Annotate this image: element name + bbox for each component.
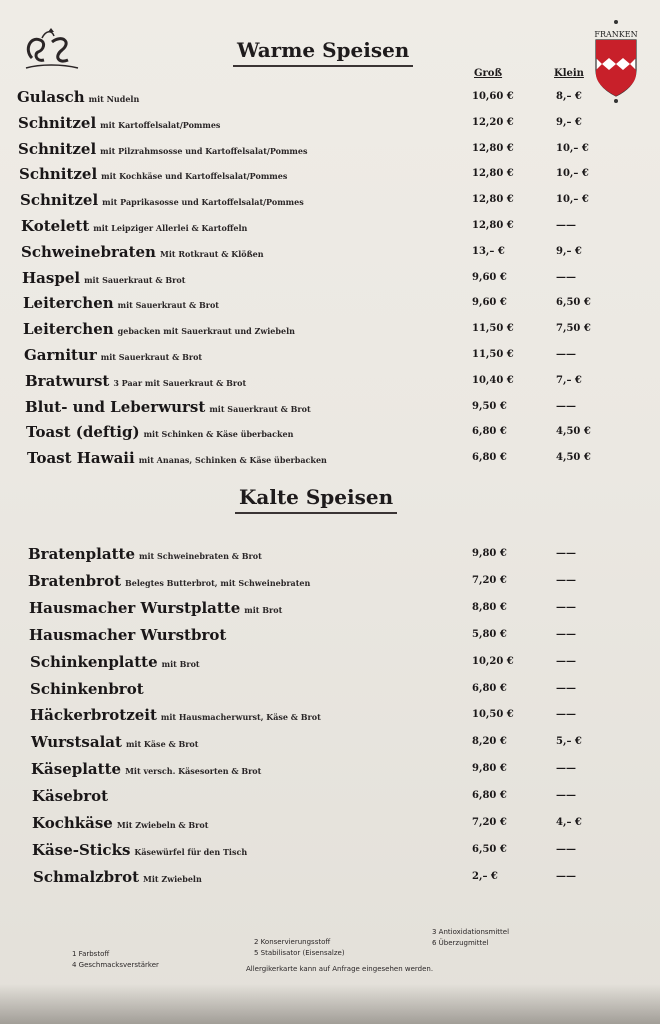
menu-item-price-small: 4,– € xyxy=(556,817,582,828)
menu-item-price-large: 7,20 € xyxy=(472,574,507,586)
menu-item-price-large: 12,80 € xyxy=(472,142,514,154)
menu-item xyxy=(0,320,660,342)
allergen-5: 5 Stabilisator (Eisensalze) xyxy=(254,949,345,957)
menu-item xyxy=(0,217,660,239)
menu-item xyxy=(0,572,660,594)
menu-item-name: Garnitur mit Sauerkraut & Brot xyxy=(24,346,203,364)
menu-item-price-small: 10,– € xyxy=(556,142,589,154)
menu-item-price-small: —— xyxy=(556,682,576,694)
menu-item-description: 3 Paar mit Sauerkraut & Brot xyxy=(113,377,247,388)
menu-item-name: Bratenbrot Belegtes Butterbrot, mit Schweinebraten xyxy=(28,571,311,590)
menu-item xyxy=(0,191,660,213)
menu-item-description: mit Kartoffelsalat/Pommes xyxy=(100,119,221,130)
menu-item-price-large: 12,80 € xyxy=(472,220,514,231)
warm-dishes-heading: Warme Speisen xyxy=(237,38,410,62)
menu-item xyxy=(0,165,660,187)
menu-item-price-small: —— xyxy=(556,548,576,559)
menu-item-description: Mit Zwiebeln xyxy=(143,873,202,884)
menu-item-description: Mit Zwiebeln & Brot xyxy=(116,820,209,830)
menu-item-description: mit Sauerkraut & Brot xyxy=(84,274,186,285)
menu-item-price-small: 9,– € xyxy=(556,245,582,257)
menu-item-price-large: 9,80 € xyxy=(472,763,507,775)
menu-item-price-small: 5,– € xyxy=(556,736,582,748)
menu-item-description: mit Schweinebraten & Brot xyxy=(139,551,262,561)
menu-item xyxy=(0,372,660,394)
menu-item xyxy=(0,733,660,755)
allergen-4: 4 Geschmacksverstärker xyxy=(72,961,159,969)
menu-item-price-small: 4,50 € xyxy=(556,452,591,464)
column-header-small: Klein xyxy=(554,68,584,79)
menu-item-price-small: —— xyxy=(556,763,576,775)
menu-item-price-large: 6,50 € xyxy=(472,843,507,855)
menu-item-name: Schnitzel mit Kartoffelsalat/Pommes xyxy=(18,113,221,132)
allergen-3: 3 Antioxidationsmittel xyxy=(432,928,510,936)
menu-item-name: Toast (deftig) mit Schinken & Käse überbacken xyxy=(26,423,294,442)
menu-item xyxy=(0,545,660,567)
menu-item-price-small: —— xyxy=(556,601,576,613)
menu-item xyxy=(0,346,660,368)
menu-item-price-large: 10,50 € xyxy=(472,709,514,721)
menu-item-name: Kotelett mit Leipziger Allerlei & Kartoffeln xyxy=(21,217,248,235)
menu-item-price-large: 9,50 € xyxy=(472,400,507,412)
menu-item-name: Haspel mit Sauerkraut & Brot xyxy=(22,268,186,287)
menu-item-name: Leiterchen mit Sauerkraut & Brot xyxy=(23,294,219,313)
menu-item-description: mit Sauerkraut & Brot xyxy=(117,300,219,311)
photo-shadow xyxy=(0,984,660,1024)
menu-item-price-small: —— xyxy=(556,628,576,640)
menu-item-price-small: 7,50 € xyxy=(556,323,591,335)
menu-item-price-large: 12,20 € xyxy=(472,116,514,128)
menu-item xyxy=(0,787,660,809)
menu-item-price-large: 10,60 € xyxy=(472,91,514,102)
menu-item xyxy=(0,269,660,291)
menu-item-name: Bratenplatte mit Schweinebraten & Brot xyxy=(28,545,262,563)
menu-item xyxy=(0,680,660,702)
menu-item-price-small: —— xyxy=(556,400,576,412)
menu-item-name: Toast Hawaii mit Ananas, Schinken & Käse überbacken xyxy=(27,449,327,468)
menu-item-price-small: —— xyxy=(556,870,576,882)
menu-item-price-large: 6,80 € xyxy=(472,426,507,438)
menu-item-price-large: 2,– € xyxy=(472,870,498,882)
menu-item-price-large: 6,80 € xyxy=(472,790,507,802)
menu-item-name: Häckerbrotzeit mit Hausmacherwurst, Käse & Brot xyxy=(30,706,321,725)
menu-item-name: Hausmacher Wurstbrot xyxy=(29,625,227,644)
menu-item-description: mit Ananas, Schinken & Käse überbacken xyxy=(138,455,327,466)
menu-item-name: Schnitzel mit Kochkäse und Kartoffelsalat/Pommes xyxy=(19,165,288,184)
menu-item-description: mit Schinken & Käse überbacken xyxy=(143,429,294,440)
menu-item-price-large: 8,80 € xyxy=(472,601,507,613)
menu-item-name: Schnitzel mit Paprikasosse und Kartoffelsalat/Pommes xyxy=(20,191,304,210)
menu-item-price-small: 10,– € xyxy=(556,168,589,180)
menu-item xyxy=(0,841,660,863)
menu-item xyxy=(0,760,660,782)
menu-item-price-small: —— xyxy=(556,574,576,586)
menu-item-description: gebacken mit Sauerkraut und Zwiebeln xyxy=(117,326,295,337)
menu-item xyxy=(0,706,660,728)
menu-item-name: Käsebrot xyxy=(32,787,109,806)
menu-item-name: Schinkenplatte mit Brot xyxy=(30,652,200,671)
menu-item-price-small: —— xyxy=(556,655,576,667)
menu-item-price-small: 7,– € xyxy=(556,374,582,386)
menu-item xyxy=(0,599,660,621)
allergen-2: 2 Konservierungsstoff xyxy=(254,938,331,946)
menu-item-name: Schinkenbrot xyxy=(30,679,144,698)
menu-item-description: mit Brot xyxy=(244,604,283,615)
menu-item xyxy=(0,653,660,675)
menu-item-name: Käseplatte Mit versch. Käsesorten & Brot xyxy=(31,760,262,779)
menu-item-price-large: 13,– € xyxy=(472,245,505,257)
menu-item-name: Schmalzbrot Mit Zwiebeln xyxy=(33,867,202,886)
menu-item xyxy=(0,449,660,471)
menu-item-description: mit Sauerkraut & Brot xyxy=(100,352,203,362)
allergen-1: 1 Farbstoff xyxy=(72,950,110,958)
menu-item xyxy=(0,814,660,836)
menu-item-description: mit Brot xyxy=(161,658,200,669)
menu-item-price-small: 4,50 € xyxy=(556,426,591,438)
menu-item-description: Mit versch. Käsesorten & Brot xyxy=(125,766,262,777)
menu-item-name: Schweinebraten Mit Rotkraut & Klößen xyxy=(21,242,264,261)
menu-item-price-small: —— xyxy=(556,843,576,855)
menu-item-price-large: 10,20 € xyxy=(472,655,514,667)
menu-item-description: mit Paprikasosse und Kartoffelsalat/Pommes xyxy=(102,197,304,208)
menu-item-price-small: —— xyxy=(556,790,576,802)
menu-item-description: mit Pilzrahmsosse und Kartoffelsalat/Pommes xyxy=(100,145,308,156)
restaurant-logo xyxy=(22,24,82,84)
menu-item-price-small: 10,– € xyxy=(556,194,589,206)
menu-item xyxy=(0,294,660,316)
menu-item-name: Schnitzel mit Pilzrahmsosse und Kartoffelsalat/Pommes xyxy=(18,139,308,158)
menu-item-price-large: 11,50 € xyxy=(472,349,514,360)
menu-item-description: mit Nudeln xyxy=(88,94,140,104)
menu-item-price-small: —— xyxy=(556,220,576,231)
menu-item xyxy=(0,398,660,420)
menu-item-description: mit Kochkäse und Kartoffelsalat/Pommes xyxy=(101,171,288,182)
menu-item-description: mit Käse & Brot xyxy=(125,739,199,750)
menu-item-price-large: 12,80 € xyxy=(472,168,514,180)
menu-item-description: mit Hausmacherwurst, Käse & Brot xyxy=(160,712,321,723)
menu-item-price-large: 5,80 € xyxy=(472,628,507,640)
menu-item-price-small: —— xyxy=(556,271,576,283)
menu-item-description: Mit Rotkraut & Klößen xyxy=(159,248,264,259)
menu-item xyxy=(0,423,660,445)
cold-dishes-heading: Kalte Speisen xyxy=(239,485,394,509)
menu-item-price-large: 6,80 € xyxy=(472,682,507,694)
menu-item-name: Leiterchen gebacken mit Sauerkraut und Zwiebeln xyxy=(23,320,295,339)
menu-item-price-large: 6,80 € xyxy=(472,452,507,464)
menu-item-price-large: 9,80 € xyxy=(472,548,507,559)
menu-item xyxy=(0,626,660,648)
menu-item-name: Wurstsalat mit Käse & Brot xyxy=(31,733,199,752)
menu-item-description: mit Leipziger Allerlei & Kartoffeln xyxy=(93,223,248,233)
menu-item-name: Käse-Sticks Käsewürfel für den Tisch xyxy=(32,840,248,859)
menu-item xyxy=(0,868,660,890)
menu-item-price-large: 9,60 € xyxy=(472,297,507,309)
menu-item-price-small: 9,– € xyxy=(556,116,582,128)
allergy-note: Allergikerkarte kann auf Anfrage eingesehen werden. xyxy=(246,965,434,973)
column-header-large: Groß xyxy=(474,68,503,79)
menu-item-name: Bratwurst 3 Paar mit Sauerkraut & Brot xyxy=(25,371,247,390)
allergen-6: 6 Überzugmittel xyxy=(432,939,489,947)
menu-item-price-large: 11,50 € xyxy=(472,323,514,335)
menu-item-description: mit Sauerkraut & Brot xyxy=(209,403,311,414)
menu-item xyxy=(0,114,660,136)
menu-item-name: Gulasch mit Nudeln xyxy=(17,88,140,106)
menu-item-name: Kochkäse Mit Zwiebeln & Brot xyxy=(32,814,209,832)
menu-item-description: Käsewürfel für den Tisch xyxy=(134,846,248,857)
menu-item-price-large: 7,20 € xyxy=(472,817,507,828)
menu-item-price-small: —— xyxy=(556,709,576,721)
menu-item xyxy=(0,140,660,162)
menu-item-price-large: 10,40 € xyxy=(472,374,514,386)
menu-item-price-small: —— xyxy=(556,349,576,360)
crest-label: FRANKEN xyxy=(594,30,638,39)
menu-item-name: Hausmacher Wurstplatte mit Brot xyxy=(29,598,283,617)
menu-item-price-large: 8,20 € xyxy=(472,736,507,748)
menu-item-price-large: 12,80 € xyxy=(472,194,514,206)
menu-item-description: Belegtes Butterbrot, mit Schweinebraten xyxy=(125,577,311,588)
menu-item-price-small: 6,50 € xyxy=(556,297,591,309)
menu-item-price-small: 8,– € xyxy=(556,91,582,102)
menu-item-name: Blut- und Leberwurst mit Sauerkraut & Brot xyxy=(25,397,311,416)
menu-item xyxy=(0,243,660,265)
menu-item-price-large: 9,60 € xyxy=(472,271,507,283)
menu-item xyxy=(0,88,660,110)
